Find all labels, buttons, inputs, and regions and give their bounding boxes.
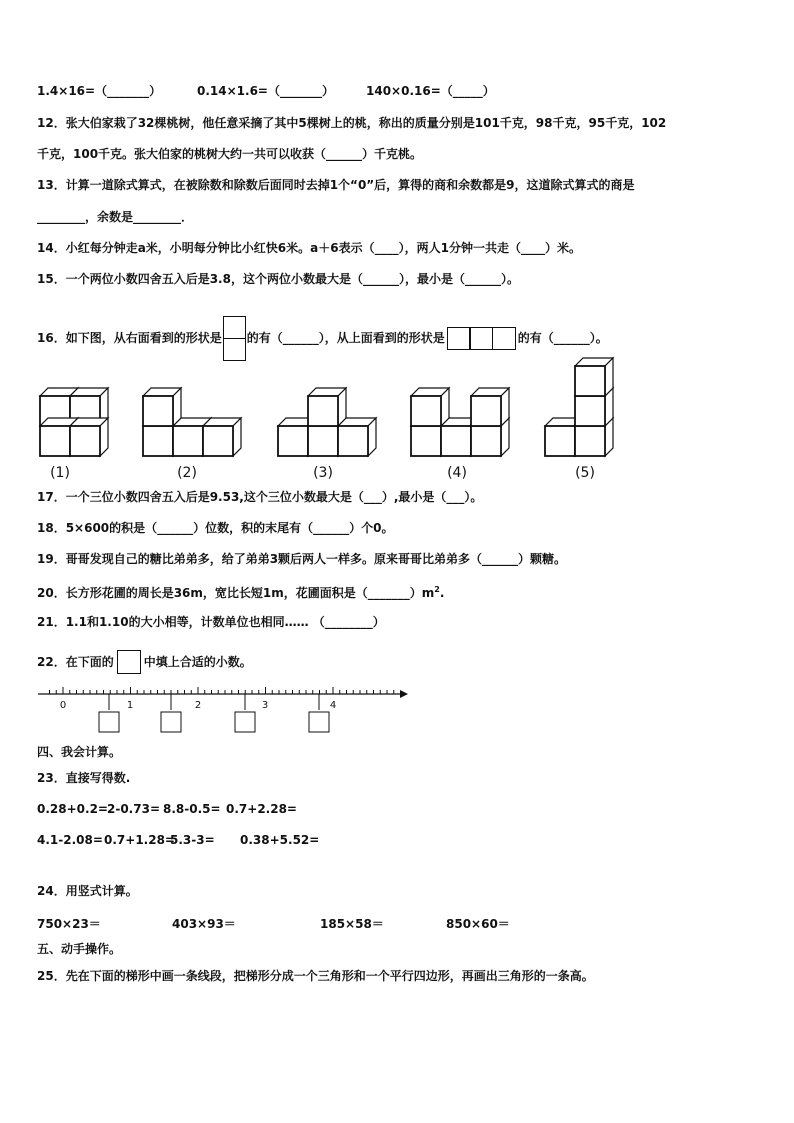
q20-end: . [439, 586, 445, 600]
q16-part1: 16．如下图，从右面看到的形状是 [37, 331, 222, 346]
figure-4 [411, 388, 509, 456]
q20-text: 20．长方形花圃的周长是36m，宽比长短1m，花圃面积是（_______）m [37, 586, 435, 600]
figure-1 [40, 388, 108, 456]
caption-5: (5) [575, 465, 595, 481]
q23-r2-c3: 5.3-3= [170, 833, 215, 847]
q16-part2: 的有（______），从上面看到的形状是 [246, 331, 445, 346]
q11-item-b: 0.14×1.6=（_______） [197, 84, 334, 98]
q24-title: 24．用竖式计算。 [37, 884, 138, 898]
q24-item-4: 850×60＝ [446, 917, 510, 931]
caption-3: (3) [313, 465, 333, 481]
q23-r2-c4: 0.38+5.52= [240, 833, 320, 847]
q21: 21．1.1和1.10的大小相等，计数单位也相同…… （________） [37, 615, 385, 629]
answer-box-2[interactable] [161, 712, 181, 732]
q11-item-c: 140×0.16=（_____） [366, 84, 495, 98]
q23-r1-c4: 0.7+2.28= [226, 802, 297, 816]
answer-box-1[interactable] [99, 712, 119, 732]
caption-4: (4) [447, 465, 467, 481]
cube-figures [30, 352, 630, 487]
figure-5 [545, 358, 613, 456]
tick-label-3: 3 [261, 700, 269, 711]
q23-r2-c2: 0.7+1.28= [104, 833, 175, 847]
q23-title: 23．直接写得数. [37, 771, 131, 785]
q22-part1: 22．在下面的 [37, 655, 114, 669]
q12-line1: 12．张大伯家栽了32棵桃树，他任意采摘了其中5棵树上的桃，称出的质量分别是101千克，98千克，95千克，102 [37, 116, 667, 130]
q20-sup: 2 [434, 585, 440, 594]
section-4-heading: 四、我会计算。 [37, 745, 122, 759]
q23-r1-c2: 2-0.73= [107, 802, 160, 816]
q23-r1-c3: 8.8-0.5= [163, 802, 221, 816]
tick-label-2: 2 [194, 700, 202, 711]
q17: 17．一个三位小数四舍五入后是9.53,这个三位小数最大是（___）,最小是（___）。 [37, 490, 483, 504]
answer-box-4[interactable] [309, 712, 329, 732]
q19: 19．哥哥发现自己的糖比弟弟多，给了弟弟3颗后两人一样多。原来哥哥比弟弟多（______）颗糖。 [37, 552, 567, 566]
q25: 25．先在下面的梯形中画一条线段，把梯形分成一个三角形和一个平行四边形，再画出三角形的一条高。 [37, 969, 594, 983]
q13-line1: 13．计算一道除式算式，在被除数和除数后面同时去掉1个“0”后，算得的商和余数都是9，这道除式算式的商是 [37, 178, 635, 192]
q14: 14．小红每分钟走a米，小明每分钟比小红快6米。a＋6表示（____），两人1分钟一共走（____）米。 [37, 241, 581, 255]
top-view-shape [447, 327, 516, 350]
q12-line2: 千克，100千克。张大伯家的桃树大约一共可以收获（______）千克桃。 [37, 147, 423, 161]
caption-1: (1) [50, 465, 70, 481]
answer-box-3[interactable] [235, 712, 255, 732]
figure-2 [143, 388, 241, 456]
section-5-heading: 五、动手操作。 [37, 942, 122, 956]
q15: 15．一个两位小数四舍五入后是3.8，这个两位小数最大是（______），最小是（______）。 [37, 272, 519, 286]
q24-item-3: 185×58＝ [320, 917, 384, 931]
caption-2: (2) [177, 465, 197, 481]
q22-part2: 中填上合适的小数。 [143, 655, 252, 669]
q11-item-a: 1.4×16=（_______） [37, 84, 162, 98]
number-line [34, 684, 414, 736]
q18: 18．5×600的积是（______）位数，积的末尾有（______）个0。 [37, 521, 394, 535]
q24-item-1: 750×23＝ [37, 917, 101, 931]
tick-label-1: 1 [126, 700, 134, 711]
q24-item-2: 403×93＝ [172, 917, 236, 931]
q20 [37, 582, 444, 601]
answer-box-icon [117, 650, 141, 674]
figure-3 [278, 388, 376, 456]
q16-part3: 的有（______）。 [517, 331, 608, 346]
q23-r2-c1: 4.1-2.08= [37, 833, 103, 847]
tick-label-4: 4 [329, 700, 337, 711]
q23-r1-c1: 0.28+0.2= [37, 802, 108, 816]
q22-line [37, 650, 252, 674]
tick-label-0: 0 [59, 700, 67, 711]
q13-line2: ________，余数是________． [37, 210, 194, 224]
